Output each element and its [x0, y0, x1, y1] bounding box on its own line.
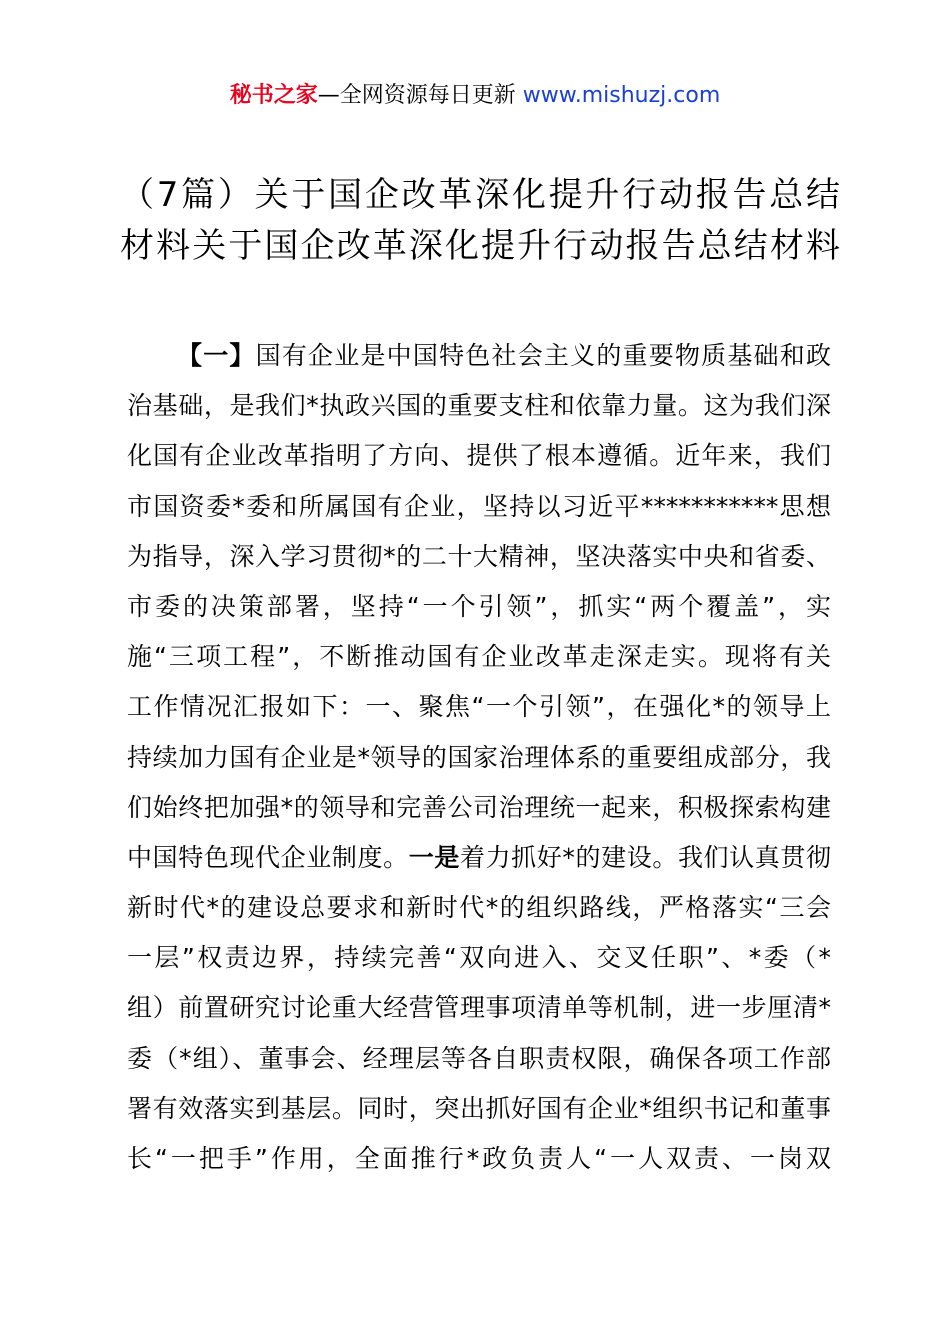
body-line: 工作情况汇报如下：一、聚焦“一个引领”，在强化*的领导上	[127, 692, 831, 722]
body-line: 署有效落实到基层。同时，突出抓好国有企业*组织书记和董事	[127, 1093, 831, 1123]
body-line: 持续加力国有企业是*领导的国家治理体系的重要组成部分，我	[127, 742, 831, 772]
body-line	[127, 331, 831, 381]
body-line: 一层”权责边界，持续完善“双向进入、交叉任职”、*委（*	[127, 943, 831, 973]
body-text: 中国特色现代企业制度。	[127, 842, 409, 872]
brand-name: 秘书之家	[229, 83, 318, 108]
body-line: 治基础，是我们*执政兴国的重要支柱和依靠力量。这为我们深	[127, 391, 831, 421]
section-marker: 【一】	[177, 341, 256, 370]
document-title	[120, 170, 840, 272]
site-header	[0, 80, 950, 112]
title-line: 材料关于国企改革深化提升行动报告总结材料	[120, 226, 840, 266]
body-line: 新时代*的建设总要求和新时代*的组织路线，严格落实“三会	[127, 893, 831, 923]
document-body	[127, 331, 831, 1184]
body-line: 市委的决策部署，坚持“一个引领”，抓实“两个覆盖”，实	[127, 591, 831, 621]
site-url[interactable]: www.mishuzj.com	[522, 83, 721, 108]
body-line	[127, 833, 831, 883]
body-line: 委（*组）、董事会、经理层等各自职责权限，确保各项工作部	[127, 1043, 831, 1073]
body-text: 国有企业是中国特色社会主义的重要物质基础和政	[255, 341, 831, 370]
body-line: 施“三项工程”，不断推动国有企业改革走深走实。现将有关	[127, 642, 831, 672]
body-line: 为指导，深入学习贯彻*的二十大精神，坚决落实中央和省委、	[127, 541, 831, 571]
title-line: （7篇）关于国企改革深化提升行动报告总结	[120, 175, 840, 215]
body-line: 市国资委*委和所属国有企业，坚持以习近平***********思想	[127, 491, 831, 521]
body-line: 们始终把加强*的领导和完善公司治理统一起来，积极探索构建	[127, 792, 831, 822]
emphasis-text: 一是	[408, 842, 460, 872]
body-line: 长“一把手”作用，全面推行*政负责人“一人双责、一岗双	[127, 1144, 831, 1173]
body-line: 组）前置研究讨论重大经营管理事项清单等机制，进一步厘清*	[127, 993, 831, 1023]
body-line: 化国有企业改革指明了方向、提供了根本遵循。近年来，我们	[127, 441, 831, 471]
body-text: 着力抓好*的建设。我们认真贯彻	[459, 842, 831, 872]
header-tagline: —全网资源每日更新	[317, 83, 523, 108]
